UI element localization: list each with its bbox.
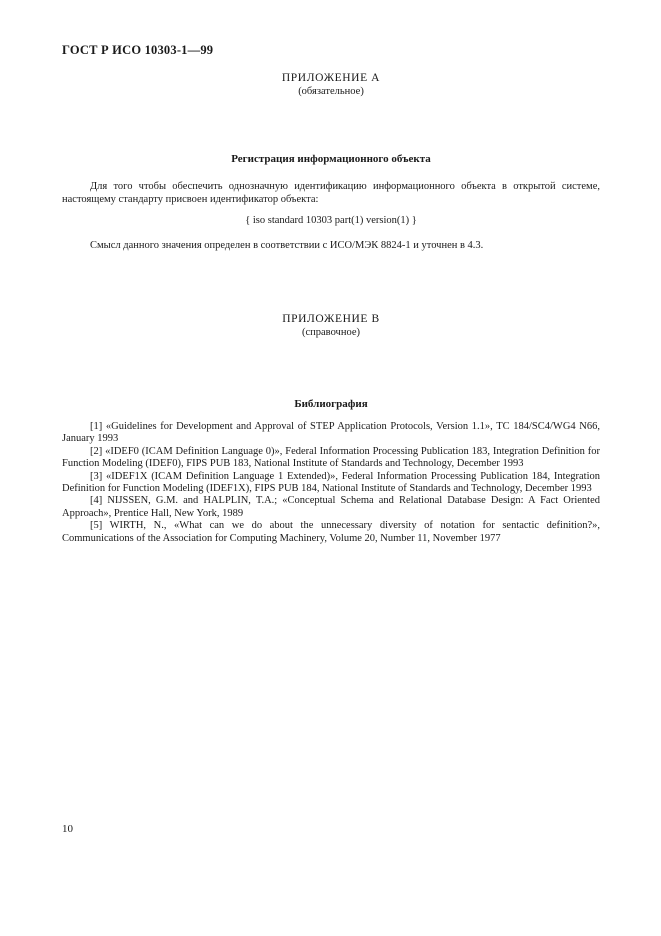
annex-a-paragraph-1: Для того чтобы обеспечить однозначную идентификацию информационного объекта в открытой системе, настоящему стандарту присвоен идентификатор объекта:	[62, 181, 600, 205]
document-header: ГОСТ Р ИСО 10303-1—99	[62, 43, 214, 57]
annex-a-paragraph-2: Смысл данного значения определен в соответствии с ИСО/МЭК 8824-1 и уточнен в 4.3.	[90, 240, 484, 251]
annex-a-title: ПРИЛОЖЕНИЕ А	[281, 72, 381, 84]
bibliography-item: [5] WIRTH, N., «What can we do about the unnecessary diversity of notation for sentactic definition?», Communications of the Association for Computing Machinery, Volume 20, Number 11, November 1977	[62, 520, 600, 544]
annex-b-status: (справочное)	[302, 327, 360, 338]
page-number: 10	[62, 823, 73, 835]
annex-a-heading	[62, 72, 600, 98]
bibliography-item: [1] «Guidelines for Development and Approval of STEP Application Protocols, Version 1.1», TC 184/SC4/WG4 N66, January 1993	[62, 421, 600, 445]
bibliography-item: [2] «IDEF0 (ICAM Definition Language 0)», Federal Information Processing Publication 183, Integration Definition for Function Modeling (IDEF0), FIPS PUB 183, National Institute of Standards and Technology, December 1993	[62, 445, 600, 470]
bibliography-item: [3] «IDEF1X (ICAM Definition Language 1 Extended)», Federal Information Processing Publication 184, Integration Definition for Function Modeling (IDEF1X), FIPS PUB 184, National Institute of Standards and Technology, December 1993	[62, 470, 600, 495]
object-identifier: { iso standard 10303 part(1) version(1) }	[245, 215, 417, 226]
annex-b-title: ПРИЛОЖЕНИЕ В	[282, 313, 380, 325]
annex-b-heading	[62, 313, 600, 339]
bibliography-list	[62, 421, 600, 545]
bibliography-title: Библиография	[294, 398, 368, 410]
annex-a-status: (обязательное)	[298, 86, 364, 97]
annex-a-section-title: Регистрация информационного объекта	[231, 153, 431, 165]
bibliography-item: [4] NIJSSEN, G.M. and HALPLIN, T.A.; «Conceptual Schema and Relational Database Design: A Fact Oriented Approach», Prentice Hall, New York, 1989	[62, 495, 600, 519]
